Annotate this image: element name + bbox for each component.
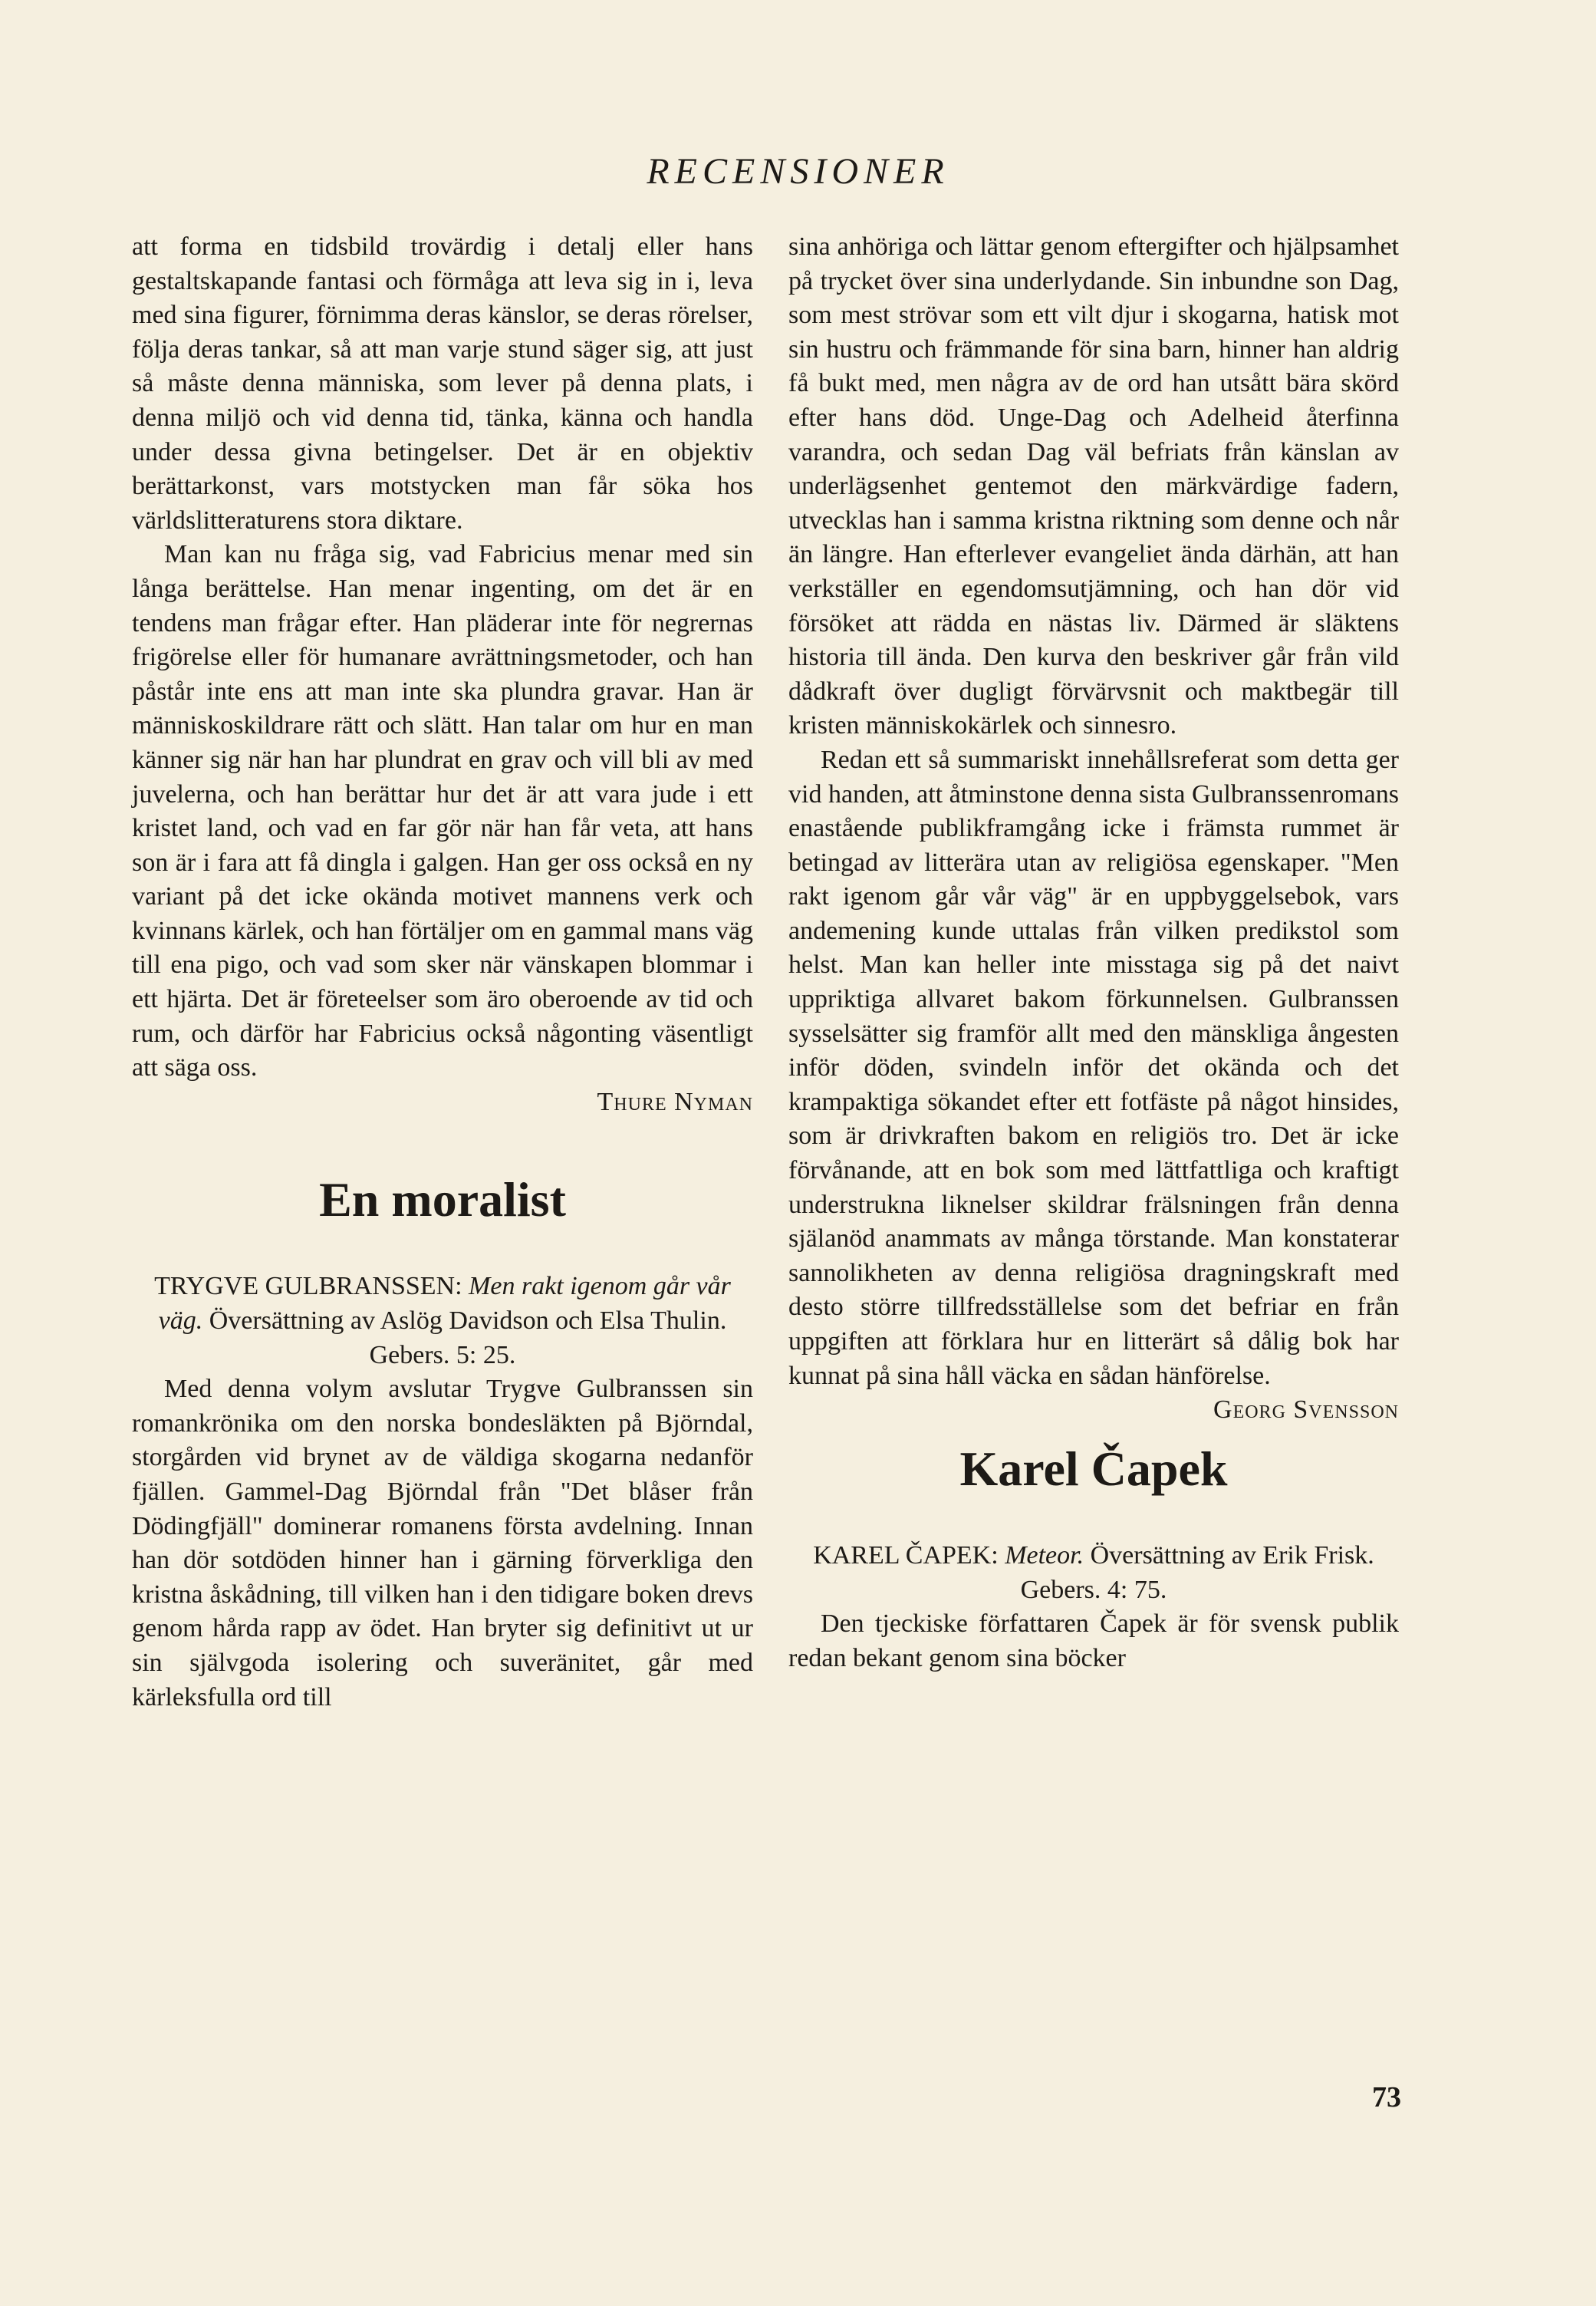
bib-author: KAREL ČAPEK: [813,1541,999,1570]
body-paragraph: Med denna volym avslutar Trygve Gulbranssen sin romankrönika om den norska bondesläkten på Björndal, storgården vid brynet av de väldiga skogarna nedanför fjällen. Gammel-Dag Björndal från "Det blåser från Dödingfjäll" dominerar romanens första avdelning. Innan han dör sotdöden hinner han i gärning förverkliga den kristna åskådning, till vilken han i den tidigare boken drevs genom hårda rapp av ödet. Han bryter sig definitivt ut ur sin självgoda isolering och suveränitet, går med kärleksfulla ord till [132,1375,753,1711]
bib-book-title: Men rakt igenom går vår väg. [158,1272,731,1336]
left-column [132,230,753,1715]
body-paragraph: sina anhöriga och lättar genom eftergifter och hjälpsamhet på trycket över sina underlydande. Sin inbundne son Dag, som mest strövar som ett vilt djur i skogarna, hatisk mot sin hustru och främmande för sina barn, hinner han aldrig få bukt med, men några av de ord han utsått bära skörd efter hans död. Unge-Dag och Adelheid återfinna varandra, och sedan Dag väl befriats från känslan av underlägsenhet gentemot den märkvärdige fadern, utvecklas han i samma kristna riktning som denne och når än längre. Han efterlever evangeliet ända därhän, att han verkställer en egendomsutjämning, och han dör vid försöket att rädda en nästas liv. Därmed är släktens historia till ända. Den kurva den beskriver går från vild dådkraft över dugligt förvärvsnit och maktbegär till kristen människokärlek och sinnesro. [788,232,1399,740]
running-header: RECENSIONER [647,151,949,192]
bibliographic-entry [132,1270,753,1372]
review-title: En moralist [319,1172,566,1227]
right-column [788,230,1399,1676]
body-paragraph: att forma en tidsbild trovärdig i detalj eller hans gestaltskapande fantasi och förmåga att leva sig in i, leva med sina figurer, förnimma deras känslor, se deras rörelser, följa deras tankar, så att man varje stund säger sig, att just så måste denna människa, som lever på denna plats, i denna miljö och vid denna tid, tänka, känna och handla under dessa givna betingelser. Det är en objektiv berättarkonst, vars motstycken man får söka hos världslitteraturens stora diktare. [132,232,753,535]
body-text: Redan ett så summariskt innehållsreferat som detta ger vid handen, att åtminstone denna sista Gulbranssenromans enastående publikframgång icke i främsta rummet är betingad av litterära utan av religiösa egenskaper. "Men rakt igenom går vår väg" är en uppbyggelsebok, vars andemening kunde uttalas från vilken predikstol som helst. Man kan heller inte misstaga sig på det naivt uppriktiga allvaret bakom förkunnelsen. Gulbranssen sysselsätter sig framför allt med den mänskliga ångesten inför döden, svindeln inför det okända och det krampaktiga sökandet efter ett fotfäste på något hinsides, som är drivkraften bakom en religiös tro. Det är icke förvånande, att en bok som med lättfattliga och kraftigt understrukna liknelser skildrar frälsningen från denna själanöd anammats av många törstande. Man konstaterar sannolikheten av denna religiösa dragningskraft med desto större tillfredsställelse som det befriar en från uppgiften att förklara hur en litterärt så dålig bok har kunnat på sina håll väcka en sådan hänförelse. [788,745,1399,1390]
body-paragraph [788,743,1399,1425]
review-signature: Georg Svensson [1213,1395,1399,1425]
bib-author: TRYGVE GULBRANSSEN: [154,1272,462,1301]
body-paragraph: Man kan nu fråga sig, vad Fabricius menar med sin långa berättelse. Han menar ingenting, om det är en tendens man frågar efter. Han pläderar inte för negrernas frigörelse eller för humanare avrättningsmetoder, och han påstår inte ens att man inte ska plundra gravar. Han är människoskildrare rätt och slätt. Han talar om hur en man känner sig när han har plundrat en grav och vill bli av med juvelerna, och han berättar hur det är att vara jude i ett kristet land, och vad en far gör när han får veta, att hans son är i fara att få dingla i galgen. Han ger oss också en ny variant på det icke okända motivet mannens verk och kvinnans kärlek, och han förtäljer om en gammal mans väg till ena pigo, och vad som sker när vänskapen blommar i ett hjärta. Det är företeelser som äro oberoende av tid och rum, och därför har Fabricius också någonting väsentligt att säga oss. [132,540,753,1082]
bibliographic-entry [788,1539,1399,1607]
body-paragraph: Den tjeckiske författaren Čapek är för svensk publik redan bekant genom sina böcker [788,1609,1399,1672]
bib-details: Översättning av Aslög Davidson och Elsa Thulin. Gebers. 5: 25. [209,1306,727,1369]
review-signature: Thure Nyman [597,1087,753,1116]
bib-details: Översättning av Erik Frisk. Gebers. 4: 75. [1020,1541,1374,1604]
page-number: 73 [1372,2081,1401,2113]
review-title: Karel Čapek [959,1441,1228,1497]
bib-book-title: Meteor. [1005,1541,1084,1570]
